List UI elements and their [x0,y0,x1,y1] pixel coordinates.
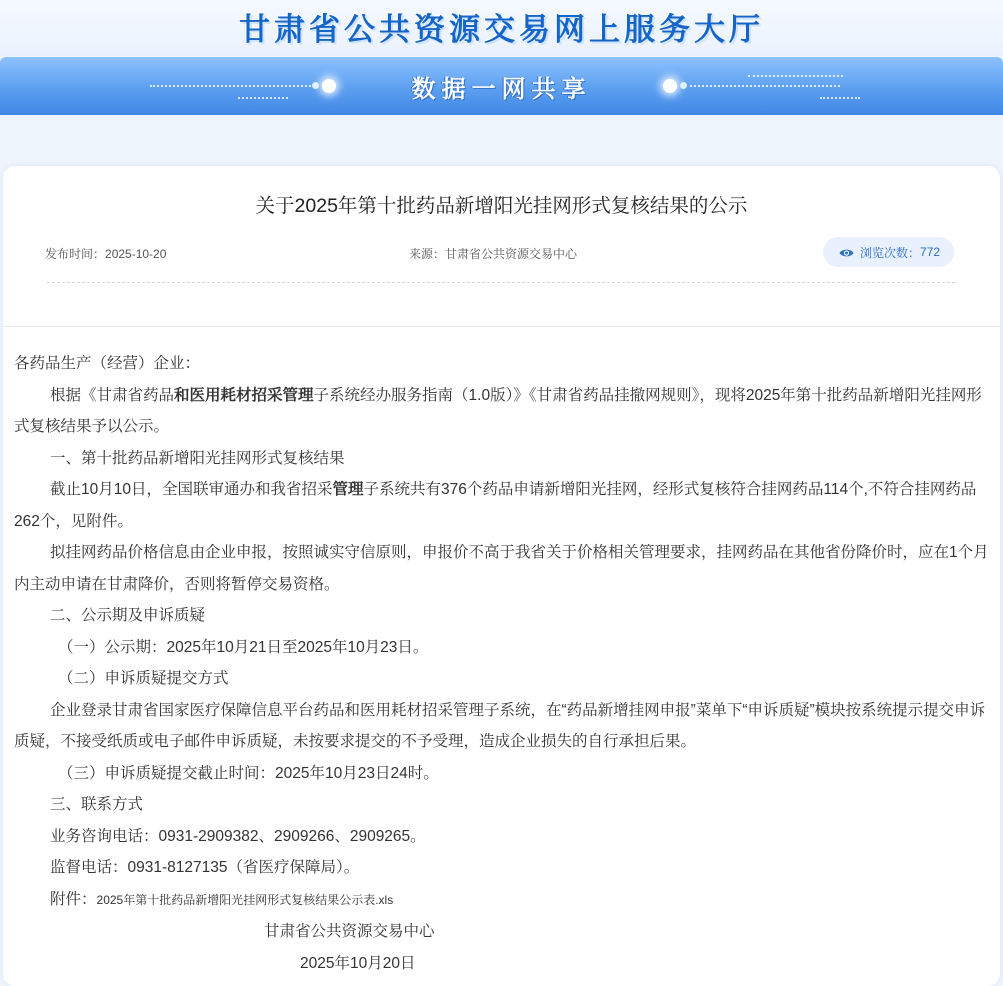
attachment-link[interactable]: 2025年第十批药品新增阳光挂网形式复核结果公示表.xls [96,892,394,907]
article-body [14,348,989,979]
intro-bold-text: 和医用耗材招采管理 [174,386,314,404]
article-title: 关于2025年第十批药品新增阳光挂网形式复核结果的公示 [255,195,748,217]
section1-text: 子系统共有376个药品申请新增阳光挂网，经形式复核符合挂网药品114个,不符合挂网药品262个，见附件。 [14,481,977,530]
view-count-badge [823,237,954,267]
banner-decoration-line [820,97,860,99]
complaint-method-paragraph: 企业登录甘肃省国家医疗保障信息平台药品和医用耗材招采管理子系统，在“药品新增挂网申报”菜单下“申诉质疑”模块按系统提示提交申诉质疑，不接受纸质或电子邮件申诉质疑，未按要求提交的不予受理，造成企业损失的自行承担后果。 [14,701,986,750]
section1-text: 截止10月10日，全国联审通办和我省招采 [50,481,333,498]
site-title: 甘肃省公共资源交易网上服务大厅 [239,12,764,48]
section1-bold-text: 管理 [332,481,364,498]
meta-divider [47,282,955,283]
price-paragraph: 拟挂网药品价格信息由企业申报，按照诚实守信原则，申报价不高于我省关于价格相关管理要求，挂网药品在其他省份降价时，应在1个月内主动申请在甘肃降价，否则将暂停交易资格。 [14,544,989,593]
article-card [3,166,1000,986]
complaint-method-heading: （二）申诉质疑提交方式 [58,670,229,687]
complaint-deadline: （三）申诉质疑提交截止时间：2025年10月23日24时。 [58,764,439,782]
section1-heading: 一、第十批药品新增阳光挂网形式复核结果 [50,449,345,467]
business-phone: 业务咨询电话：0931-2909382、2909266、2909265。 [50,827,426,845]
source-value: 甘肃省公共资源交易中心 [445,247,578,261]
source-label: 来源： [409,247,446,261]
views-label: 浏览次数： [860,245,921,260]
site-header [0,0,1003,56]
publish-date-value: 2025-10-20 [105,247,167,261]
section1-paragraph [14,474,989,537]
banner-slogan: 数据一网共享 [411,74,592,103]
banner-decoration-dot [680,82,687,89]
greeting: 各药品生产（经营）企业： [14,355,201,372]
intro-text: 子系统经办服务指南（1.0版）》《甘肃省药品挂撤网规则》，现将2025年第十批药品新增阳光挂网形式复核结果予以公示。 [14,386,982,435]
banner-decoration-line [690,85,840,87]
publish-date [45,245,166,262]
banner-decoration-glow [663,79,677,93]
publish-date-label: 发布时间： [45,247,106,261]
supervision-phone: 监督电话：0931-8127135（省医疗保障局）。 [50,859,360,876]
intro-paragraph [14,380,989,443]
attachment-label: 附件： [50,890,97,908]
notice-period: （一）公示期：2025年10月21日至2025年10月23日。 [58,638,429,656]
article-source [409,245,577,262]
banner [0,57,1003,115]
content-divider [3,326,1000,327]
eye-icon [839,247,854,257]
intro-text: 根据《甘肃省药品 [50,386,175,404]
attachment-row [14,884,989,917]
section2-heading: 二、公示期及申诉质疑 [50,607,206,624]
banner-decoration-line [748,75,843,77]
signature-date: 2025年10月20日 [300,954,416,972]
views-value: 772 [920,245,941,259]
section3-heading: 三、联系方式 [50,796,144,813]
signature-org: 甘肃省公共资源交易中心 [264,923,435,940]
